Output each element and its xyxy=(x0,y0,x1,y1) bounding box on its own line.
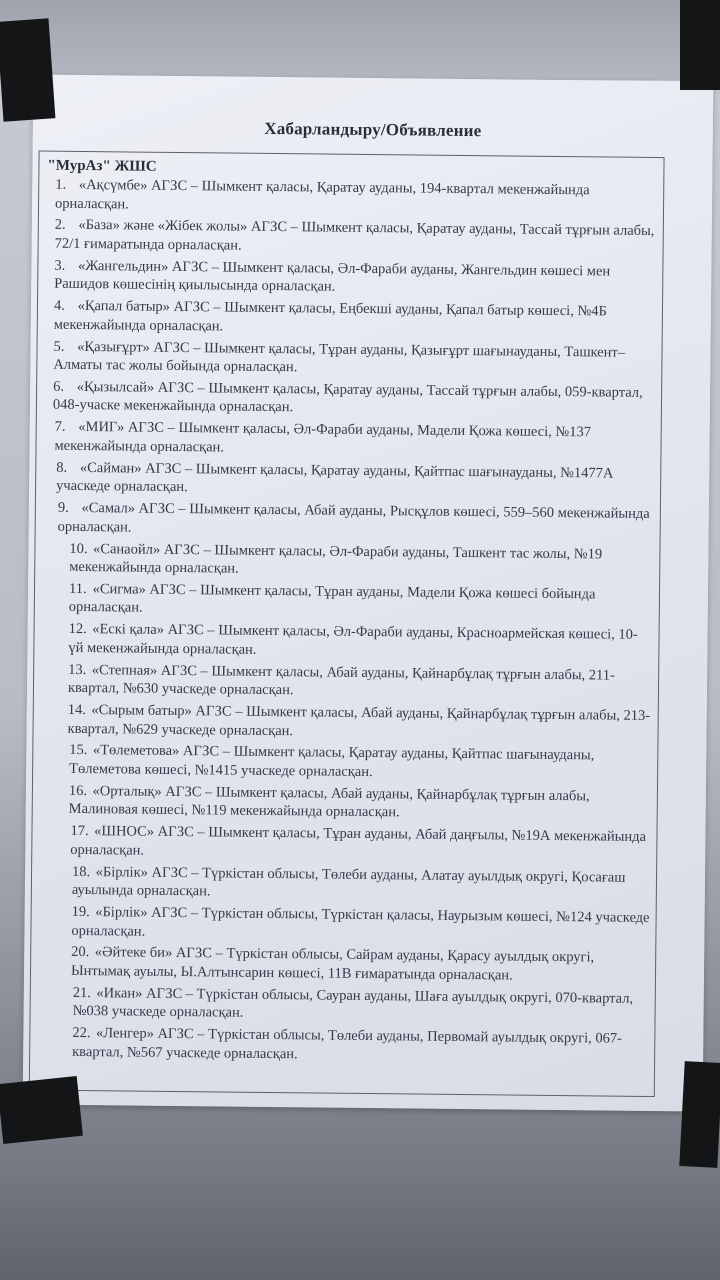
list-item xyxy=(44,297,656,340)
list-item xyxy=(42,458,654,501)
list-item-text: «Бірлік» АГЗС – Түркістан облысы, Төлеби ауданы, Алатау ауылдық округі, Қосағаш ауылында орналасқан. xyxy=(71,863,626,900)
list-item xyxy=(36,1024,648,1067)
list-item-number: 14. xyxy=(67,701,86,719)
list-item-number: 10. xyxy=(69,540,88,557)
list-item-text: «Сигма» АГЗС – Шымкент қаласы, Тұран ауданы, Мадели Қожа көшесі бойында орналасқан. xyxy=(68,581,596,617)
notice-content-box xyxy=(29,151,665,1098)
list-item-number: 12. xyxy=(68,621,87,638)
list-item xyxy=(37,943,649,986)
list-item-number: 8. xyxy=(56,459,68,476)
list-item-number: 5. xyxy=(53,338,65,355)
list-item xyxy=(38,862,650,905)
list-item xyxy=(45,216,657,259)
list-item-text: «Ескі қала» АГЗС – Шымкент қаласы, Әл-Фараби ауданы, Красноармейская көшесі, 10-үй мекенжайында орналасқан. xyxy=(68,621,638,658)
list-item-text: «Бірлік» АГЗС – Түркістан облысы, Түркістан қаласы, Наурызым көшесі, №124 учаскеде орналасқан. xyxy=(71,904,650,940)
list-item-number: 19. xyxy=(71,903,90,921)
list-item xyxy=(40,660,652,703)
tape-bottom-left xyxy=(0,1076,83,1144)
list-item xyxy=(43,337,655,380)
list-item-number: 15. xyxy=(69,742,88,759)
list-item-number: 2. xyxy=(54,217,66,234)
list-item xyxy=(40,620,652,663)
list-item-text: «Ленгер» АГЗС – Түркістан облысы, Төлеби ауданы, Первомай ауылдық округі, 067-квартал, №567 учаскеде орналасқан. xyxy=(72,1025,623,1062)
list-item xyxy=(37,983,649,1026)
list-item-text: «База» және «Жібек жолы» АГЗС – Шымкент қаласы, Қаратау ауданы, Тассай тұрғын алабы, 72/1 ғимаратында орналасқан. xyxy=(54,217,655,254)
list-item-number: 4. xyxy=(53,297,65,314)
list-item-number: 13. xyxy=(68,661,87,678)
list-item-number: 17. xyxy=(70,823,89,840)
list-item-number: 18. xyxy=(71,863,91,880)
list-item-text: «Жангельдин» АГЗС – Шымкент қаласы, Әл-Фараби ауданы, Жангельдин көшесі мен Рашидов көшесінің қиылысында орналасқан. xyxy=(54,257,611,295)
wall-background-bottom xyxy=(0,1140,720,1280)
list-item-text: «МИГ» АГЗС – Шымкент қаласы, Әл-Фараби ауданы, Мадели Қожа көшесі, №137 мекенжайында орналасқан. xyxy=(54,419,592,456)
list-item xyxy=(39,781,651,824)
list-item-number: 3. xyxy=(54,257,66,274)
list-item-text: «Қазығұрт» АГЗС – Шымкент қаласы, Тұран ауданы, Қазығұрт шағынауданы, Ташкент–Алматы тас жолы бойында орналасқан. xyxy=(53,338,626,376)
list-item-text: «ШНОС» АГЗС – Шымкент қаласы, Тұран ауданы, Абай даңғылы, №19А мекенжайында орналасқан. xyxy=(70,823,647,859)
company-name: "МурАз" ЖШС xyxy=(47,157,157,175)
list-item-number: 1. xyxy=(55,176,67,193)
list-item-text: «Икан» АГЗС – Түркістан облысы, Сауран ауданы, Шаға ауылдық округі, 070-квартал, №038 учаскеде орналасқан. xyxy=(72,984,634,1022)
tape-top-right xyxy=(680,0,720,90)
list-item-number: 7. xyxy=(54,419,66,436)
list-item-text: «Қызылсай» АГЗС – Шымкент қаласы, Қаратау ауданы, Тассай тұрғын алабы, 059-квартал, 048-учаске мекенжайында орналасқан. xyxy=(52,378,643,416)
list-item-text: «Қапал батыр» АГЗС – Шымкент қаласы, Еңбекші ауданы, Қапал батыр көшесі, №4Б мекенжайында орналасқан. xyxy=(53,298,607,335)
list-item-text: «Сайман» АГЗС – Шымкент қаласы, Қаратау ауданы, Қайтпас шағынауданы, №1477А учаскеде орналасқан. xyxy=(56,459,614,496)
list-item xyxy=(42,499,654,542)
list-item xyxy=(37,903,649,946)
notice-sheet xyxy=(23,74,714,1111)
list-item-text: «Степная» АГЗС – Шымкент қаласы, Абай ауданы, Қайнарбұлақ тұрғын алабы, 211-квартал, №630 учаскеде орналасқан. xyxy=(67,661,615,699)
list-item-number: 20. xyxy=(71,944,90,961)
list-item-text: «Самал» АГЗС – Шымкент қаласы, Абай ауданы, Рысқұлов көшесі, 559–560 мекенжайында орналасқан. xyxy=(57,500,650,536)
station-list xyxy=(36,176,657,1068)
notice-title: Хабарландыру/Объявление xyxy=(264,118,482,141)
list-item-text: «Сырым батыр» АГЗС – Шымкент қаласы, Абай ауданы, Қайнарбұлақ тұрғын алабы, 213-квартал, №629 учаскеде орналасқан. xyxy=(67,702,651,739)
wall-background-top xyxy=(0,0,720,80)
list-item-text: «Орталық» АГЗС – Шымкент қаласы, Абай ауданы, Қайнарбұлақ тұрғын алабы, Малиновая көшесі, №119 мекенжайында орналасқан. xyxy=(68,782,590,821)
tape-top-left xyxy=(0,18,55,121)
list-item xyxy=(45,176,657,219)
list-item-number: 22. xyxy=(72,1025,91,1042)
list-item xyxy=(39,741,651,784)
list-item-text: «Төлеметова» АГЗС – Шымкент қаласы, Қаратау ауданы, Қайтпас шағынауданы, Төлеметова көшесі, №1415 учаскеде орналасқан. xyxy=(69,742,595,781)
list-item xyxy=(38,822,650,865)
list-item xyxy=(42,418,654,461)
list-item-number: 6. xyxy=(53,378,65,395)
list-item-number: 21. xyxy=(72,984,92,1001)
list-item-text: «Әйтеке би» АГЗС – Түркістан облысы, Сайрам ауданы, Қарасу ауылдық округі, Ынтымақ ауылы, Ы.Алтынсарин көшесі, 11В ғимаратында орналасқан. xyxy=(70,944,595,984)
list-item-text: «Ақсүмбе» АГЗС – Шымкент қаласы, Қаратау ауданы, 194-квартал мекенжайында орналасқан. xyxy=(54,176,590,212)
list-item xyxy=(44,256,656,299)
list-item-number: 11. xyxy=(68,580,87,597)
tape-bottom-right xyxy=(679,1061,720,1168)
list-item xyxy=(43,378,655,421)
list-item-number: 16. xyxy=(68,782,88,799)
list-item-number: 9. xyxy=(57,499,69,516)
list-item xyxy=(41,579,653,622)
list-item-text: «Санаойл» АГЗС – Шымкент қаласы, Әл-Фараби ауданы, Ташкент тас жолы, №19 мекенжайында орналасқан. xyxy=(69,540,603,577)
list-item xyxy=(41,539,653,582)
list-item xyxy=(39,701,651,744)
